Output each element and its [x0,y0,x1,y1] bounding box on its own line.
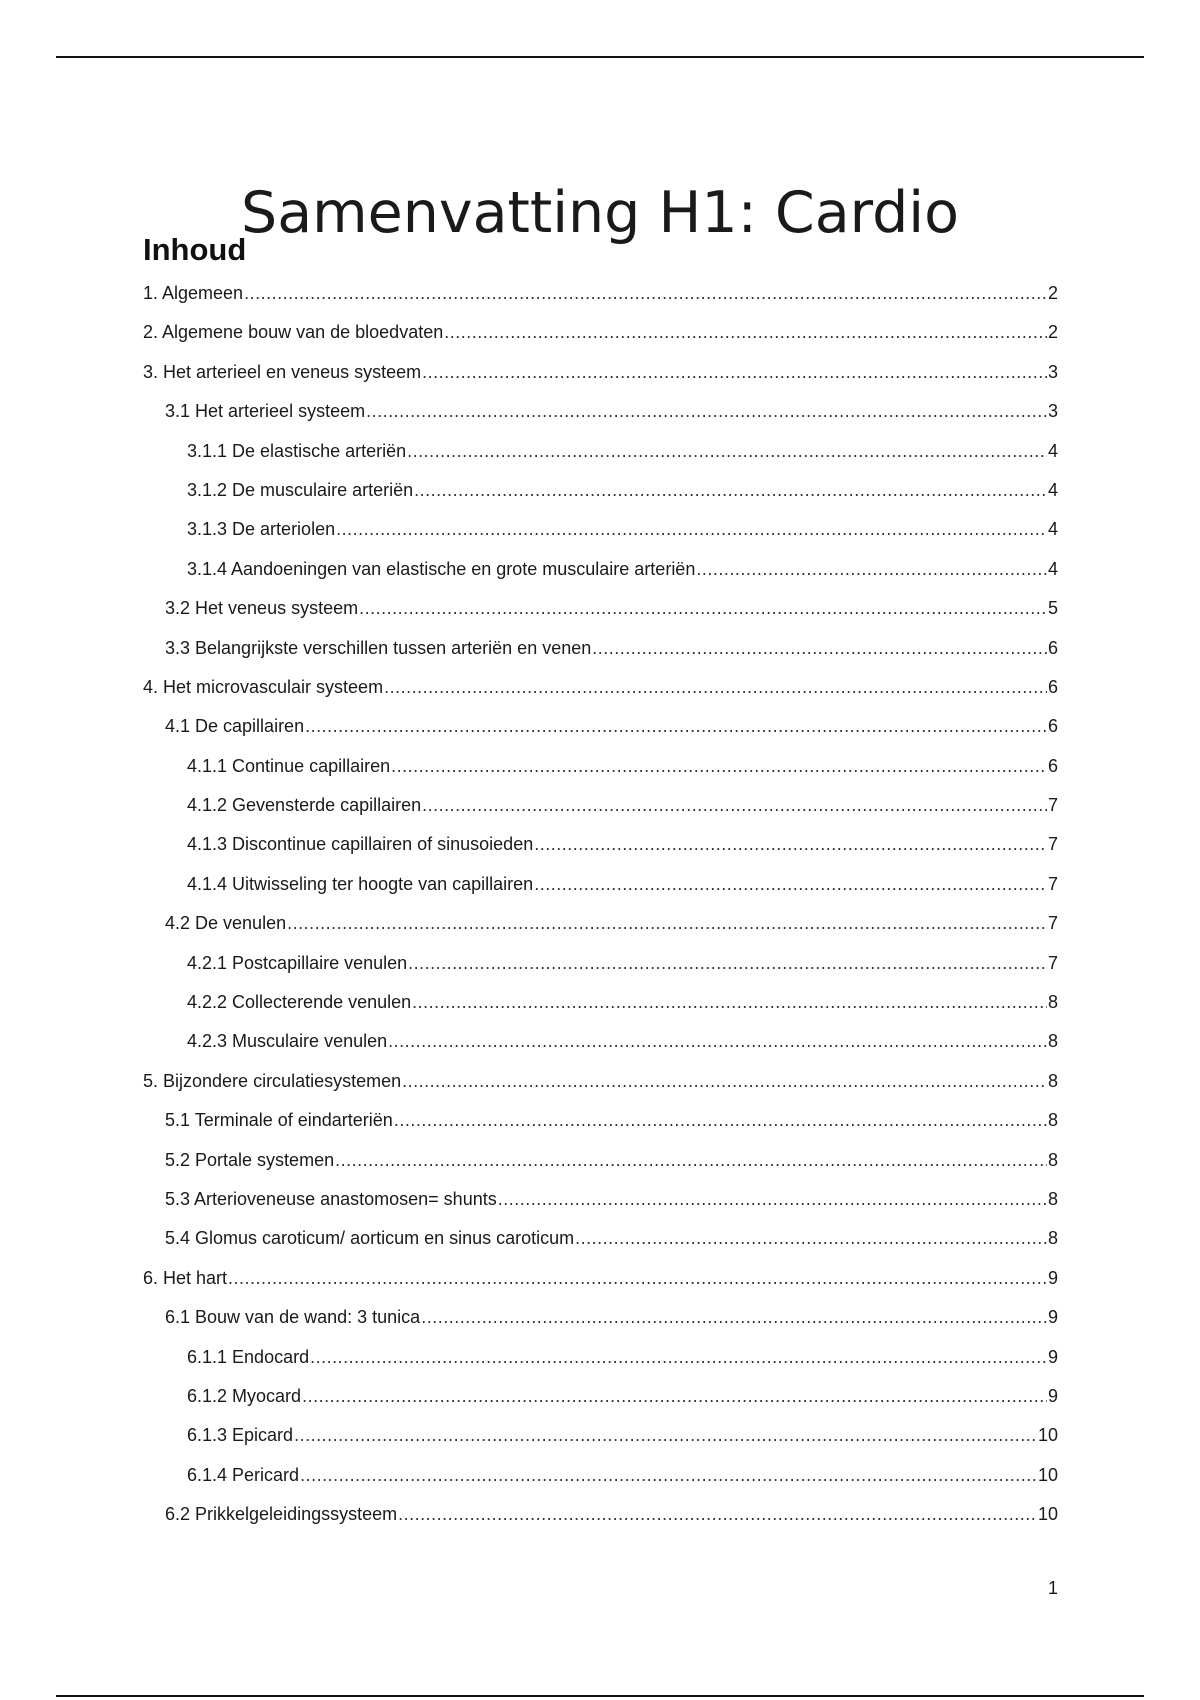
toc-entry[interactable] [143,1465,1058,1504]
toc-entry-page: 4 [1047,440,1058,461]
table-of-contents [143,283,1058,1544]
toc-entry[interactable] [143,1228,1058,1267]
toc-entry[interactable] [143,716,1058,755]
toc-entry[interactable] [143,1425,1058,1464]
toc-entry[interactable] [143,638,1058,677]
document-title: Samenvatting H1: Cardio [241,180,959,247]
toc-entry-page: 6 [1047,637,1058,658]
toc-entry[interactable] [143,795,1058,834]
toc-entry-title: 6.1.2 Myocard [187,1385,302,1406]
toc-dot-leader [407,441,1047,462]
toc-dot-leader [402,1071,1047,1092]
toc-entry-title: 1. Algemeen [143,283,244,303]
toc-heading: Inhoud [143,232,247,267]
toc-entry-page: 7 [1047,952,1058,973]
toc-entry-title: 6.2 Prikkelgeleidingssysteem [165,1504,398,1525]
toc-entry-title: 4.2 De venulen [165,913,287,934]
toc-entry-page: 6 [1047,676,1058,697]
toc-entry[interactable] [143,559,1058,598]
toc-entry[interactable] [143,1307,1058,1346]
toc-entry-title: 4.1.3 Discontinue capillairen of sinusoieden [187,834,534,855]
toc-entry-page: 9 [1047,1267,1058,1288]
toc-entry[interactable] [143,1150,1058,1189]
toc-entry[interactable] [143,1504,1058,1543]
toc-entry[interactable] [143,441,1058,480]
toc-entry-page: 8 [1047,992,1058,1013]
toc-entry[interactable] [143,874,1058,913]
toc-entry-page: 3 [1047,401,1058,422]
toc-entry[interactable] [143,1031,1058,1070]
toc-entry-page: 8 [1047,1228,1058,1249]
toc-dot-leader [575,1228,1047,1249]
toc-entry-page: 10 [1037,1425,1058,1446]
toc-entry-title: 6.1.1 Endocard [187,1346,310,1367]
toc-dot-leader [366,401,1047,422]
toc-entry-title: 4.2.3 Musculaire venulen [187,1031,388,1052]
toc-entry[interactable] [143,283,1058,322]
toc-dot-leader [444,322,1047,343]
toc-entry-page: 7 [1047,795,1058,816]
toc-entry-title: 3. Het arterieel en veneus systeem [143,361,422,382]
toc-entry[interactable] [143,1071,1058,1110]
toc-dot-leader [534,874,1047,895]
toc-entry-title: 6.1.3 Epicard [187,1425,294,1446]
toc-entry-page: 7 [1047,913,1058,934]
toc-dot-leader [391,756,1047,777]
toc-entry-title: 4.1.1 Continue capillairen [187,755,391,776]
toc-entry-title: 4.1 De capillairen [165,716,305,737]
toc-dot-leader [398,1504,1037,1525]
toc-dot-leader [302,1386,1047,1407]
toc-entry-title: 5.2 Portale systemen [165,1149,335,1170]
toc-dot-leader [335,1150,1047,1171]
toc-entry-page: 7 [1047,873,1058,894]
toc-dot-leader [412,992,1047,1013]
toc-entry-page: 8 [1047,1110,1058,1131]
toc-entry[interactable] [143,1347,1058,1386]
toc-entry-title: 2. Algemene bouw van de bloedvaten [143,322,444,343]
footer-rule [56,1695,1144,1697]
header-rule [56,56,1144,58]
toc-entry-page: 6 [1047,716,1058,737]
toc-entry-page: 6 [1047,755,1058,776]
toc-entry-page: 9 [1047,1346,1058,1367]
toc-entry-title: 5.4 Glomus caroticum/ aorticum en sinus caroticum [165,1228,575,1249]
toc-dot-leader [388,1031,1047,1052]
toc-entry-title: 6.1 Bouw van de wand: 3 tunica [165,1307,421,1328]
toc-dot-leader [498,1189,1047,1210]
toc-entry-title: 3.1 Het arterieel systeem [165,401,366,422]
toc-entry[interactable] [143,519,1058,558]
toc-entry-title: 3.1.4 Aandoeningen van elastische en grote musculaire arteriën [187,558,696,579]
toc-entry-title: 4.2.1 Postcapillaire venulen [187,952,408,973]
toc-entry-title: 3.2 Het veneus systeem [165,598,359,619]
toc-dot-leader [310,1347,1047,1368]
toc-dot-leader [384,677,1047,698]
toc-entry-title: 3.1.3 De arteriolen [187,519,336,540]
toc-dot-leader [534,834,1047,855]
toc-entry-page: 4 [1047,479,1058,500]
toc-entry[interactable] [143,401,1058,440]
toc-entry-page: 9 [1047,1307,1058,1328]
toc-entry[interactable] [143,756,1058,795]
toc-dot-leader [359,598,1047,619]
toc-entry[interactable] [143,1386,1058,1425]
toc-entry-title: 6. Het hart [143,1267,228,1288]
toc-entry-title: 4.1.4 Uitwisseling ter hoogte van capillairen [187,873,534,894]
toc-entry-page: 7 [1047,834,1058,855]
toc-dot-leader [336,519,1047,540]
toc-entry-page: 2 [1047,283,1058,303]
toc-entry-page: 8 [1047,1188,1058,1209]
toc-entry-page: 8 [1047,1149,1058,1170]
toc-dot-leader [294,1425,1037,1446]
toc-entry-page: 2 [1047,322,1058,343]
toc-entry-title: 3.1.1 De elastische arteriën [187,440,407,461]
toc-entry-title: 5.1 Terminale of eindarteriën [165,1110,393,1131]
toc-entry[interactable] [143,362,1058,401]
toc-entry[interactable] [143,1110,1058,1149]
toc-entry[interactable] [143,1268,1058,1307]
toc-dot-leader [408,953,1047,974]
toc-entry-title: 3.1.2 De musculaire arteriën [187,479,414,500]
toc-entry-title: 5.3 Arterioveneuse anastomosen= shunts [165,1188,497,1209]
toc-entry-title: 5. Bijzondere circulatiesystemen [143,1070,402,1091]
toc-dot-leader [696,559,1047,580]
toc-dot-leader [394,1110,1047,1131]
toc-entry-page: 8 [1047,1070,1058,1091]
toc-entry[interactable] [143,1189,1058,1228]
page-number: 1 [1047,1578,1058,1598]
toc-dot-leader [287,913,1047,934]
toc-entry-page: 4 [1047,558,1058,579]
toc-entry-page: 10 [1037,1464,1058,1485]
toc-dot-leader [421,1307,1047,1328]
toc-entry-page: 3 [1047,361,1058,382]
toc-entry-title: 4.2.2 Collecterende venulen [187,992,412,1013]
toc-dot-leader [422,795,1047,816]
toc-entry-page: 9 [1047,1385,1058,1406]
toc-entry[interactable] [143,480,1058,519]
toc-entry-title: 3.3 Belangrijkste verschillen tussen arteriën en venen [165,637,592,658]
toc-entry[interactable] [143,322,1058,361]
toc-entry[interactable] [143,834,1058,873]
toc-entry-title: 4.1.2 Gevensterde capillairen [187,795,422,816]
toc-entry-page: 8 [1047,1031,1058,1052]
toc-entry[interactable] [143,913,1058,952]
toc-dot-leader [300,1465,1037,1486]
toc-entry-title: 4. Het microvasculair systeem [143,676,384,697]
toc-entry-title: 6.1.4 Pericard [187,1464,300,1485]
toc-entry[interactable] [143,677,1058,716]
toc-dot-leader [414,480,1047,501]
toc-entry[interactable] [143,992,1058,1031]
toc-entry-page: 4 [1047,519,1058,540]
toc-entry[interactable] [143,953,1058,992]
toc-entry-page: 10 [1037,1504,1058,1525]
toc-entry[interactable] [143,598,1058,637]
toc-dot-leader [592,638,1047,659]
toc-dot-leader [305,716,1047,737]
toc-entry-page: 5 [1047,598,1058,619]
toc-dot-leader [244,283,1047,304]
toc-dot-leader [422,362,1047,383]
toc-dot-leader [228,1268,1047,1289]
